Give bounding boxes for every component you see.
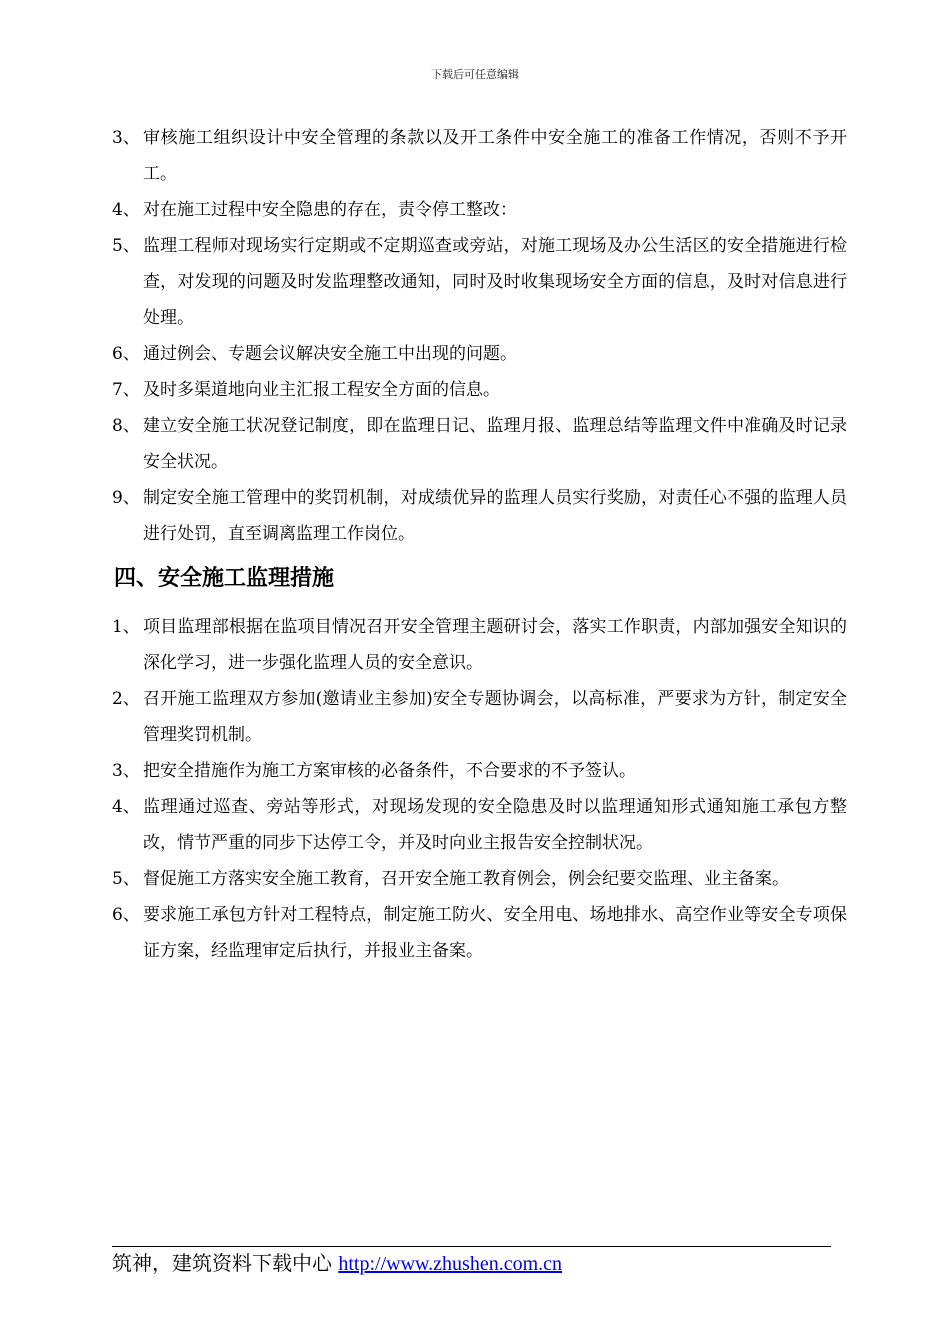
list-item: [112, 336, 847, 372]
section-heading: 四、安全施工监理措施: [114, 566, 335, 591]
item-text: 督促施工方落实安全施工教育，召开安全施工教育例会，例会纪要交监理、业主备案。: [143, 869, 789, 889]
list-item: [112, 480, 847, 552]
list-safety-duties: [112, 120, 847, 552]
item-text: 制定安全施工管理中的奖罚机制，对成绩优异的监理人员实行奖励，对责任心不强的监理人员进行处罚，直至调离监理工作岗位。: [143, 488, 847, 544]
item-text: 监理通过巡查、旁站等形式，对现场发现的安全隐患及时以监理通知形式通知施工承包方整改，情节严重的同步下达停工令，并及时向业主报告安全控制状况。: [143, 797, 847, 853]
list-item: [112, 789, 847, 861]
list-item: [112, 228, 847, 336]
item-number: 6、: [112, 905, 140, 925]
item-number: 9、: [112, 488, 140, 508]
list-item: [112, 192, 847, 228]
footer-divider: [112, 1246, 831, 1247]
list-item: [112, 861, 847, 897]
list-item: [112, 753, 847, 789]
item-text: 召开施工监理双方参加(邀请业主参加)安全专题协调会，以高标准，严要求为方针，制定安全管理奖罚机制。: [143, 689, 847, 745]
item-text: 审核施工组织设计中安全管理的条款以及开工条件中安全施工的准备工作情况，否则不予开工。: [143, 128, 847, 184]
item-number: 3、: [112, 128, 140, 148]
item-number: 4、: [112, 797, 140, 817]
item-text: 对在施工过程中安全隐患的存在，责令停工整改：: [143, 200, 517, 220]
footer-website-link[interactable]: http://www.zhushen.com.cn: [338, 1253, 563, 1275]
list-item: [112, 120, 847, 192]
list-item: [112, 681, 847, 753]
item-text: 要求施工承包方针对工程特点，制定施工防火、安全用电、场地排水、高空作业等安全专项保证方案，经监理审定后执行，并报业主备案。: [143, 905, 847, 961]
page-footer: [112, 1249, 562, 1278]
item-text: 建立安全施工状况登记制度，即在监理日记、监理月报、监理总结等监理文件中准确及时记录安全状况。: [143, 416, 847, 472]
item-number: 6、: [112, 344, 140, 364]
item-number: 7、: [112, 380, 140, 400]
list-item: [112, 609, 847, 681]
list-safety-measures: [112, 609, 847, 969]
item-number: 8、: [112, 416, 140, 436]
item-number: 4、: [112, 200, 140, 220]
item-text: 项目监理部根据在监项目情况召开安全管理主题研讨会，落实工作职责，内部加强安全知识的深化学习，进一步强化监理人员的安全意识。: [143, 617, 847, 673]
item-number: 2、: [112, 689, 140, 709]
header-note: 下载后可任意编辑: [431, 68, 519, 81]
item-number: 5、: [112, 236, 140, 256]
item-text: 通过例会、专题会议解决安全施工中出现的问题。: [143, 344, 517, 364]
item-number: 3、: [112, 761, 140, 781]
list-item: [112, 897, 847, 969]
item-text: 把安全措施作为施工方案审核的必备条件，不合要求的不予签认。: [143, 761, 636, 781]
item-text: 监理工程师对现场实行定期或不定期巡查或旁站，对施工现场及办公生活区的安全措施进行检查，对发现的问题及时发监理整改通知，同时及时收集现场安全方面的信息，及时对信息进行处理。: [143, 236, 847, 328]
document-body: [112, 120, 847, 969]
list-item: [112, 372, 847, 408]
list-item: [112, 408, 847, 480]
item-text: 及时多渠道地向业主汇报工程安全方面的信息。: [143, 380, 500, 400]
item-number: 1、: [112, 617, 140, 637]
footer-site-name: 筑神，建筑资料下载中心: [112, 1251, 332, 1275]
item-number: 5、: [112, 869, 140, 889]
